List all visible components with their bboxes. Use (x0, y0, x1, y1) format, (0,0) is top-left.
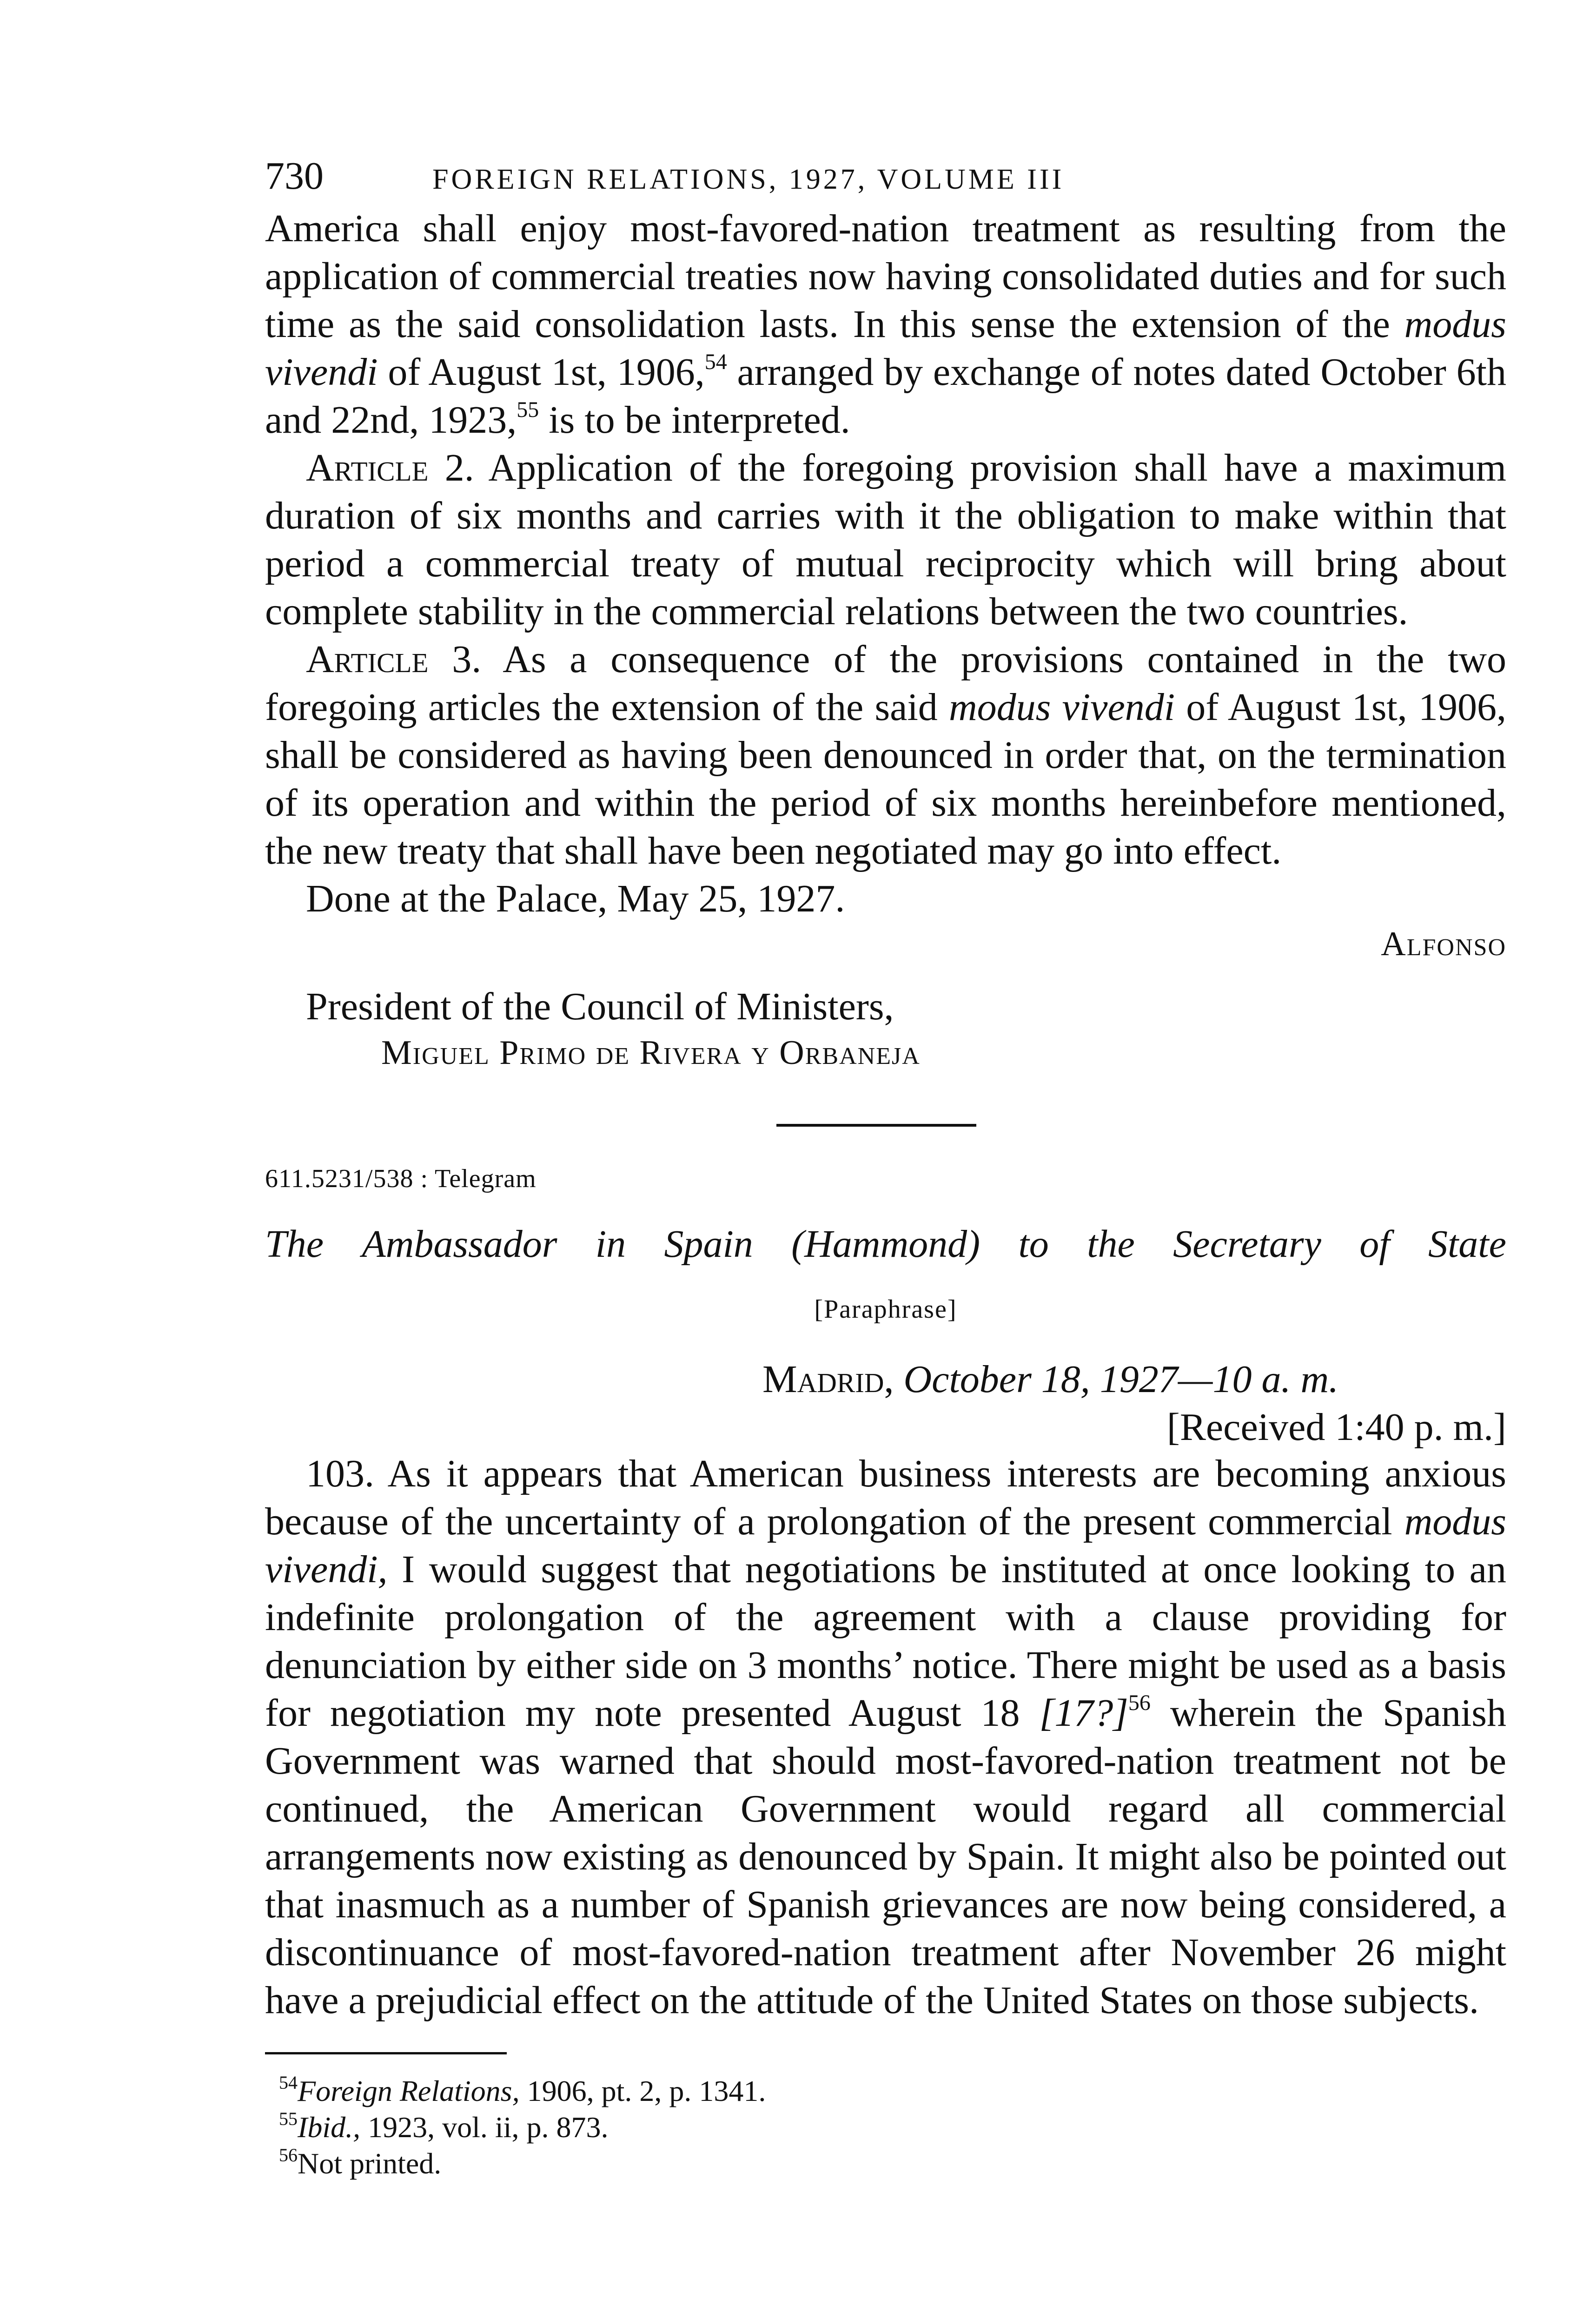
italic-term: modus vivendi, (265, 1500, 1506, 1591)
italic-term: modus vivendi (949, 686, 1175, 729)
article-2-paragraph: Article 2. Application of the foregoing provision shall have a maximum duration of six months and carries with it the obligation to make within that period a commercial treaty of mutual reciprocity which will bring about complete stability in the commercial relations between the two countries. (265, 446, 1507, 633)
president-title: President of the Council of Ministers, (306, 985, 894, 1028)
italic-term: modus vivendi (265, 303, 1506, 394)
article-3-paragraph: Article 3. As a consequence of the provisions contained in the two foregoing articles the extension of the said modus vivendi of August 1st, 1906, shall be considered as having been denounced in order that, on the termination of its operation and within the period of six months hereinbefore mentioned, the new treaty that shall have been negotiated may go into effect. (265, 638, 1506, 872)
title-word: of (1359, 1222, 1390, 1266)
title-word: in (595, 1222, 626, 1266)
title-word: the (1087, 1222, 1135, 1266)
title-word: State (1428, 1222, 1506, 1266)
footnote: $^{56}$Not printed. (279, 2145, 442, 2180)
page (265, 153, 1506, 2182)
footnote-number: 55 (279, 2108, 298, 2129)
footnote-ref: 54 (704, 350, 727, 374)
title-word: The (265, 1222, 324, 1266)
article-label: Article 3. (306, 638, 482, 681)
bracketed-date: [17?] (1039, 1691, 1128, 1735)
title-word: Secretary (1173, 1222, 1321, 1266)
telegram-paragraph: 103. As it appears that American business interests are becoming anxious because of the uncertainty of a prolongation of the present commercial modus vivendi, I would suggest that negotiations be instituted at once looking to an indefinite prolongation of the agreement with a clause providing for denunciation by either side on 3 months’ notice. There might be used as a basis for negotiation my note presented August 18 [17?]$^{56}$ wherein the Spanish Government was warned that should most-favored-nation treatment not be continued, the American Government would regard all commercial arrangements now existing as denounced by Spain. It might also be pointed out that inasmuch as a number of Spanish grievances are now being considered, a discontinuance of most-favored-nation treatment after November 26 might have a prejudicial effect on the attitude of the United States on those subjects. (265, 1452, 1506, 2022)
footnote: $^{54}$Foreign Relations, 1906, pt. 2, p. 1341. (279, 2072, 766, 2107)
footnote-divider (265, 2052, 507, 2054)
file-reference: 611.5231/538 : Telegram (265, 1164, 537, 1193)
footnote-number: 56 (279, 2145, 298, 2166)
main-text (265, 205, 1506, 875)
running-title: FOREIGN RELATIONS, 1927, VOLUME III (432, 164, 1065, 195)
footnote: $^{55}$Ibid., 1923, vol. ii, p. 873. (279, 2108, 609, 2144)
article-label: Article 2. (306, 446, 474, 489)
dateline-place: Madrid, (762, 1358, 894, 1401)
title-word: Ambassador (362, 1222, 557, 1266)
section-divider (776, 1124, 976, 1127)
title-word: to (1018, 1222, 1049, 1266)
paraphrase-label: [Paraphrase] (814, 1295, 957, 1324)
minister-name: Miguel Primo de Rivera y Orbaneja (381, 1034, 921, 1072)
received-line: [Received 1:40 p. m.] (1166, 1406, 1506, 1449)
signer-name: Alfonso (1381, 925, 1506, 963)
footnote-ref: 55 (517, 397, 539, 422)
done-at-line: Done at the Palace, May 25, 1927. (306, 877, 845, 920)
dateline (762, 1357, 1506, 1402)
footnotes (265, 2073, 1506, 2182)
title-word: (Hammond) (791, 1222, 980, 1266)
page-header (265, 153, 1506, 205)
continuation-paragraph: America shall enjoy most-favored-nation treatment as resulting from the application of commercial treaties now having consolidated duties and for such time as the said consolidation lasts. In this sense the extension of the modus vivendi of August 1st, 1906,54 arranged by exchange of notes dated October 6th and 22nd, 1923,55 is to be interpreted. (265, 207, 1506, 442)
title-word: Spain (664, 1222, 753, 1266)
footnote-number: 54 (279, 2072, 298, 2093)
dateline-date: October 18, 1927—10 a. m. (894, 1358, 1339, 1401)
footnote-ref: 56 (1128, 1690, 1151, 1715)
page-number: 730 (265, 154, 324, 198)
document-title (265, 1221, 1506, 1267)
